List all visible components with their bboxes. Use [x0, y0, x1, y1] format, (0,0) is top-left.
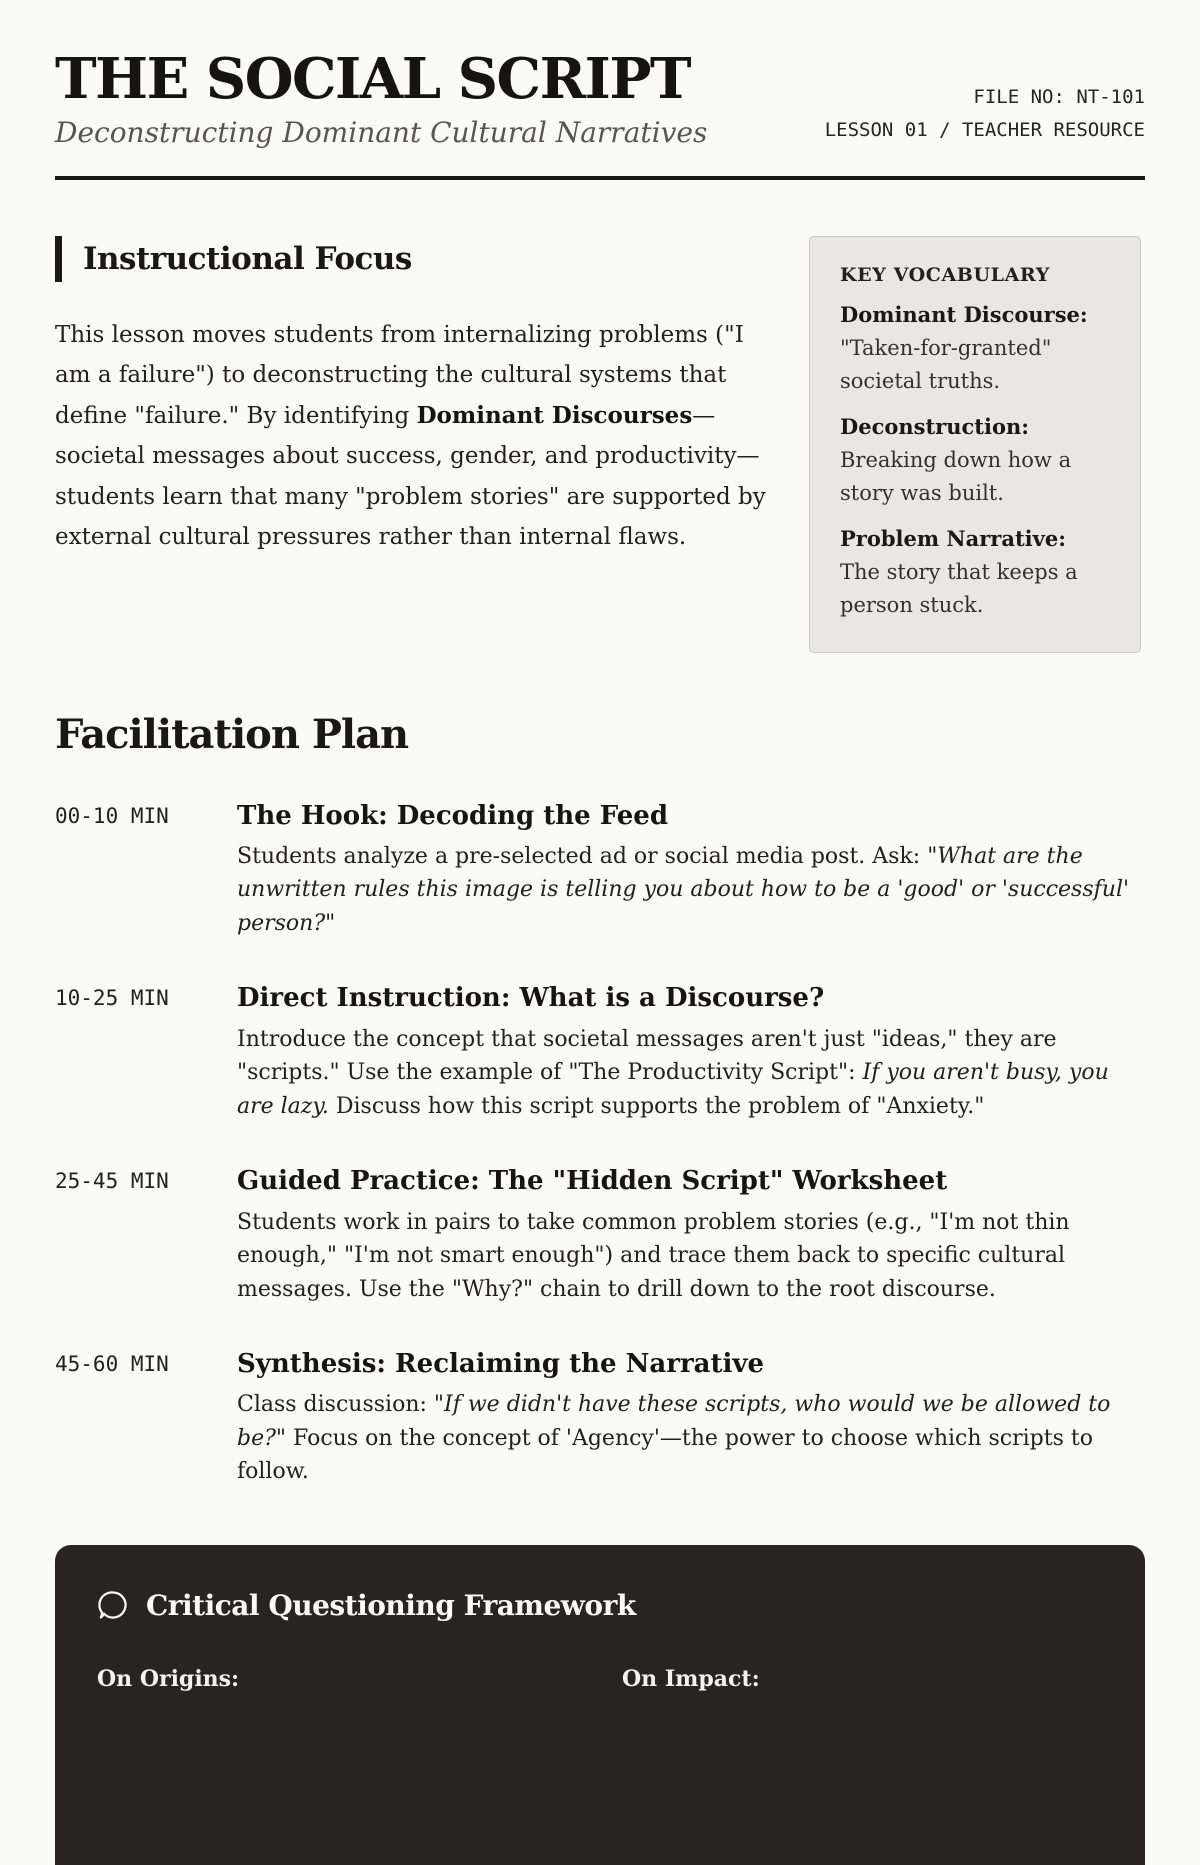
- focus-heading-row: [55, 236, 767, 282]
- focus-heading: Instructional Focus: [83, 240, 412, 277]
- framework-heading: Critical Questioning Framework: [146, 1588, 636, 1622]
- framework-panel: [55, 1545, 1145, 1865]
- vocab-term: Problem Narrative:: [840, 525, 1066, 551]
- plan-description: [237, 1206, 1145, 1306]
- plan-title: Guided Practice: The "Hidden Script" Worksheet: [237, 1166, 948, 1197]
- plan-time: 00-10 MIN: [55, 803, 169, 828]
- vocab-definition: "Taken-for-granted" societal truths.: [840, 335, 1052, 393]
- vocab-entries: [840, 299, 1110, 622]
- framework-heading-row: [97, 1589, 1103, 1622]
- plan-description: [237, 840, 1145, 940]
- plan-item: [55, 982, 1145, 1123]
- header-divider: [55, 176, 1145, 180]
- plan-items: [55, 800, 1145, 1489]
- framework-columns: [97, 1666, 1103, 1692]
- text-segment: This lesson moves students from internalizing problems ("I am a failure") to deconstructing the cultural systems that define "failure." By identifying: [55, 321, 744, 429]
- framework-column: [97, 1666, 578, 1692]
- file-info: [825, 81, 1145, 148]
- plan-heading: Facilitation Plan: [55, 710, 409, 758]
- page-title: THE SOCIAL SCRIPT: [55, 46, 691, 112]
- text-segment: —societal messages about success, gender, and productivity—students learn that many "problem stories" are supported by external cultural pressures rather than internal flaws.: [55, 402, 766, 551]
- file-number: FILE NO: NT-101: [973, 86, 1145, 109]
- key-vocabulary-box: [809, 236, 1141, 653]
- text-segment: Students work in pairs to take common problem stories (e.g., "I'm not thin enough," "I'm not smart enough") and trace them back to specific cultural messages. Use the "Why?" chain to drill down to the root discourse.: [237, 1209, 1070, 1302]
- framework-column-label: On Impact:: [622, 1665, 760, 1692]
- plan-title: The Hook: Decoding the Feed: [237, 800, 669, 831]
- plan-description: [237, 1388, 1145, 1488]
- masthead-titles: [55, 46, 708, 149]
- text-segment: Focus on the concept of 'Agency'—the power to choose which scripts to follow.: [237, 1425, 1093, 1485]
- text-segment: Introduce the concept that societal messages aren't just "ideas," they are "scripts." Use the example of "The Productivity Script":: [237, 1026, 1057, 1086]
- plan-content: [237, 800, 1145, 941]
- text-segment: "What are the unwritten rules this image is telling you about how to be a 'good' or 'successful' person?": [237, 844, 1130, 936]
- framework-column: [622, 1666, 1103, 1692]
- plan-title: Synthesis: Reclaiming the Narrative: [237, 1348, 765, 1379]
- plan-content: [237, 1348, 1145, 1489]
- plan-content: [237, 1165, 1145, 1306]
- text-segment: Dominant Discourses: [416, 401, 693, 429]
- text-segment: Students analyze a pre-selected ad or social media post. Ask:: [237, 844, 928, 870]
- text-segment: "If we didn't have these scripts, who would we be allowed to be?": [237, 1392, 1111, 1451]
- text-segment: If you aren't busy, you are lazy.: [237, 1060, 1109, 1119]
- plan-content: [237, 982, 1145, 1123]
- plan-time: 10-25 MIN: [55, 986, 169, 1011]
- plan-item: [55, 1348, 1145, 1489]
- plan-item: [55, 1165, 1145, 1306]
- speech-bubble-icon: [97, 1589, 129, 1621]
- focus-section: [55, 236, 1145, 653]
- vocab-entry: [840, 299, 1110, 398]
- vocab-entry: [840, 523, 1110, 622]
- vocab-heading: KEY VOCABULARY: [840, 263, 1050, 286]
- vocab-entry: [840, 411, 1110, 510]
- masthead: [55, 46, 1145, 149]
- vocab-term: Deconstruction:: [840, 413, 1029, 439]
- plan-time: 45-60 MIN: [55, 1351, 169, 1376]
- vocab-definition: The story that keeps a person stuck.: [840, 559, 1078, 617]
- focus-paragraph: [55, 315, 767, 558]
- plan-time: 25-45 MIN: [55, 1169, 169, 1194]
- lesson-resource-line: LESSON 01 / TEACHER RESOURCE: [824, 119, 1145, 142]
- text-segment: Discuss how this script supports the problem of "Anxiety.": [328, 1093, 985, 1119]
- plan-item: [55, 800, 1145, 941]
- page-subtitle: Deconstructing Dominant Cultural Narratives: [55, 115, 708, 149]
- vocab-term: Dominant Discourse:: [840, 301, 1088, 327]
- focus-column: [55, 236, 767, 581]
- plan-description: [237, 1023, 1145, 1123]
- framework-column-label: On Origins:: [97, 1665, 240, 1692]
- vocab-definition: Breaking down how a story was built.: [840, 447, 1072, 505]
- plan-title: Direct Instruction: What is a Discourse?: [237, 983, 825, 1014]
- accent-bar: [55, 236, 62, 282]
- text-segment: Class discussion:: [237, 1392, 434, 1418]
